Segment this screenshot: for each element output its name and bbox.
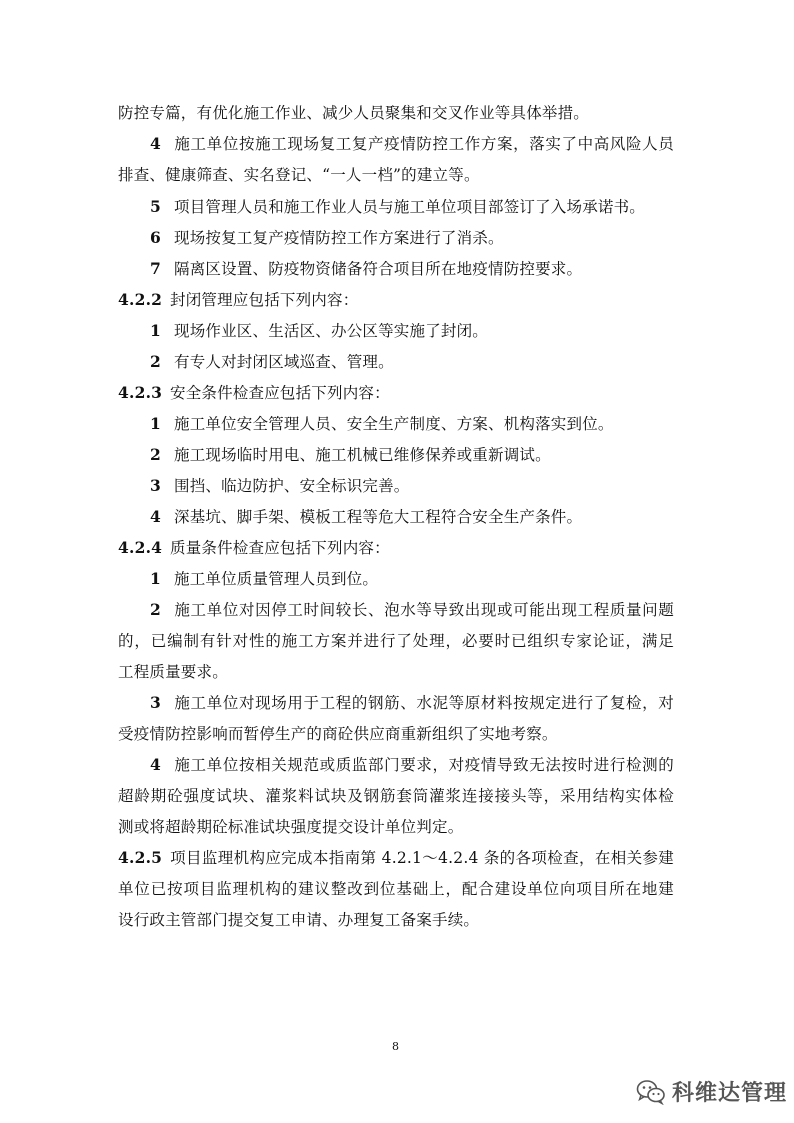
- list-item-line: [150, 600, 674, 620]
- list-item-line: [150, 507, 582, 527]
- paragraph-line: 测或将超龄期砼标准试块强度提交设计单位判定。: [118, 818, 464, 836]
- item-text: 隔离区设置、防疫物资储备符合项目所在地疫情防控要求。: [174, 260, 583, 278]
- section-text: 质量条件检查应包括下列内容：: [170, 539, 390, 557]
- item-text: 围挡、临边防护、安全标识完善。: [174, 477, 410, 495]
- item-number: 1: [150, 321, 161, 340]
- section-heading: [118, 538, 390, 558]
- section-heading: [118, 848, 674, 868]
- item-number: 4: [150, 134, 161, 153]
- section-number: 4.2.4: [118, 538, 163, 557]
- list-item-line: [150, 693, 674, 713]
- item-text: 有专人对封闭区域巡查、管理。: [174, 353, 394, 371]
- paragraph-line: 排查、健康筛查、实名登记、“一人一档”的建立等。: [118, 166, 480, 184]
- list-item-line: [150, 414, 614, 434]
- list-item-line: [150, 134, 674, 154]
- item-text: 现场作业区、生活区、办公区等实施了封闭。: [174, 322, 489, 340]
- list-item-line: [150, 228, 504, 248]
- paragraph-line: 单位已按项目监理机构的建议整改到位基础上，配合建设单位向项目所在地建: [118, 880, 674, 898]
- item-text: 施工单位安全管理人员、安全生产制度、方案、机构落实到位。: [174, 415, 614, 433]
- item-text: 施工单位对现场用于工程的钢筋、水泥等原材料按规定进行了复检，对: [174, 694, 674, 712]
- section-heading: [118, 383, 390, 403]
- item-number: 2: [150, 445, 161, 464]
- wechat-icon: [636, 1079, 666, 1105]
- list-item-line: [150, 321, 488, 341]
- item-text: 现场按复工复产疫情防控工作方案进行了消杀。: [174, 229, 504, 247]
- watermark-text: 科维达管理: [672, 1081, 788, 1106]
- item-text: 施工单位质量管理人员到位。: [174, 570, 379, 588]
- item-text: 施工单位按施工现场复工复产疫情防控工作方案，落实了中高风险人员: [174, 135, 674, 153]
- item-text: 施工现场临时用电、施工机械已维修保养或重新调试。: [174, 446, 551, 464]
- list-item-line: [150, 569, 378, 589]
- section-number: 4.2.5: [118, 848, 163, 867]
- item-number: 4: [150, 507, 161, 526]
- list-item-line: [150, 476, 410, 496]
- section-text: 安全条件检查应包括下列内容：: [170, 384, 390, 402]
- item-number: 1: [150, 569, 161, 588]
- item-text: 深基坑、脚手架、模板工程等危大工程符合安全生产条件。: [174, 508, 583, 526]
- item-number: 4: [150, 755, 161, 774]
- paragraph-line: 的，已编制有针对性的施工方案并进行了处理，必要时已组织专家论证，满足: [118, 632, 674, 650]
- section-text: 封闭管理应包括下列内容：: [170, 291, 359, 309]
- item-number: 3: [150, 476, 161, 495]
- item-text: 施工单位按相关规范或质监部门要求，对疫情导致无法按时进行检测的: [174, 756, 674, 774]
- item-number: 1: [150, 414, 161, 433]
- section-number: 4.2.2: [118, 290, 163, 309]
- paragraph-line: 受疫情防控影响而暂停生产的商砼供应商重新组织了实地考察。: [118, 725, 558, 743]
- list-item-line: [150, 352, 394, 372]
- item-text: 项目管理人员和施工作业人员与施工单位项目部签订了入场承诺书。: [174, 198, 646, 216]
- list-item-line: [150, 755, 674, 775]
- page-number: 8: [392, 1040, 399, 1053]
- item-number: 2: [150, 600, 161, 619]
- item-number: 7: [150, 259, 161, 278]
- section-heading: [118, 290, 358, 310]
- paragraph-line: 工程质量要求。: [118, 663, 228, 681]
- list-item-line: [150, 259, 582, 279]
- item-text: 施工单位对因停工时间较长、泡水等导致出现或可能出现工程质量问题: [174, 601, 674, 619]
- item-number: 6: [150, 228, 161, 247]
- list-item-line: [150, 445, 551, 465]
- item-number: 3: [150, 693, 161, 712]
- item-number: 5: [150, 197, 161, 216]
- watermark: [636, 1076, 787, 1107]
- section-number: 4.2.3: [118, 383, 163, 402]
- item-number: 2: [150, 352, 161, 371]
- paragraph-line: 超龄期砼强度试块、灌浆料试块及钢筋套筒灌浆连接接头等，采用结构实体检: [118, 787, 674, 805]
- section-text: 项目监理机构应完成本指南第 4.2.1～4.2.4 条的各项检查，在相关参建: [170, 849, 674, 867]
- paragraph-line: 防控专篇，有优化施工作业、减少人员聚集和交叉作业等具体举措。: [118, 104, 590, 122]
- paragraph-line: 设行政主管部门提交复工申请、办理复工备案手续。: [118, 911, 480, 929]
- list-item-line: [150, 197, 645, 217]
